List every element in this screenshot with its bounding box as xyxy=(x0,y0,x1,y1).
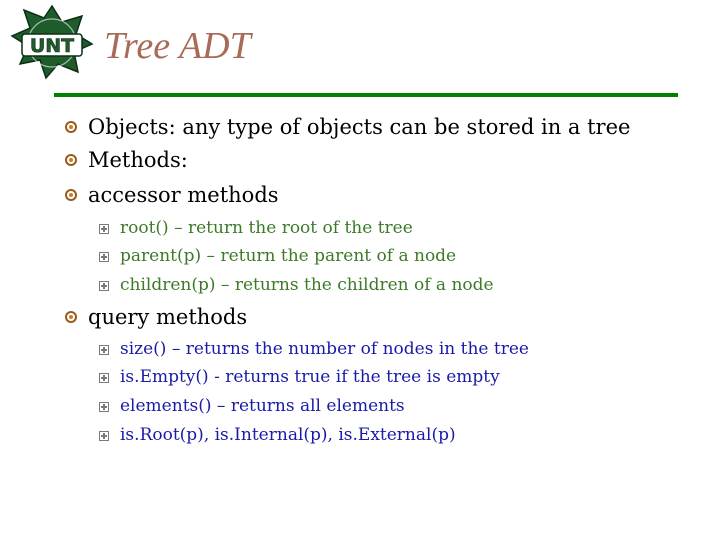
accessor-item-parent: parent(p) – return the parent of a node xyxy=(120,246,457,266)
query-item-size: size() – returns the number of nodes in the tree xyxy=(120,339,529,359)
bullet-objects: Objects: any type of objects can be stored in a tree xyxy=(88,115,631,139)
bullet-icon xyxy=(65,189,77,201)
sub-bullet-icon xyxy=(99,345,109,355)
sub-bullet-icon xyxy=(99,373,109,383)
bullet-accessor-methods: accessor methods xyxy=(88,183,279,207)
logo-text: UNT xyxy=(29,35,75,57)
slide-title: Tree ADT xyxy=(104,25,251,67)
bullet-icon xyxy=(65,311,77,323)
unt-logo xyxy=(10,4,94,80)
accessor-item-children: children(p) – returns the children of a node xyxy=(120,275,494,295)
bullet-icon xyxy=(65,121,77,133)
query-item-isempty: is.Empty() - returns true if the tree is empty xyxy=(120,367,500,387)
sub-bullet-icon xyxy=(99,281,109,291)
bullet-query-methods: query methods xyxy=(88,305,248,329)
sub-bullet-icon xyxy=(99,252,109,262)
sub-bullet-icon xyxy=(99,402,109,412)
accessor-item-root: root() – return the root of the tree xyxy=(120,218,413,238)
sub-bullet-icon xyxy=(99,224,109,234)
query-item-isroot: is.Root(p), is.Internal(p), is.External(p) xyxy=(120,425,456,445)
sub-bullet-icon xyxy=(99,431,109,441)
bullet-icon xyxy=(65,154,77,166)
title-divider xyxy=(54,93,678,97)
bullet-methods: Methods: xyxy=(88,148,188,172)
query-item-elements: elements() – returns all elements xyxy=(120,396,405,416)
